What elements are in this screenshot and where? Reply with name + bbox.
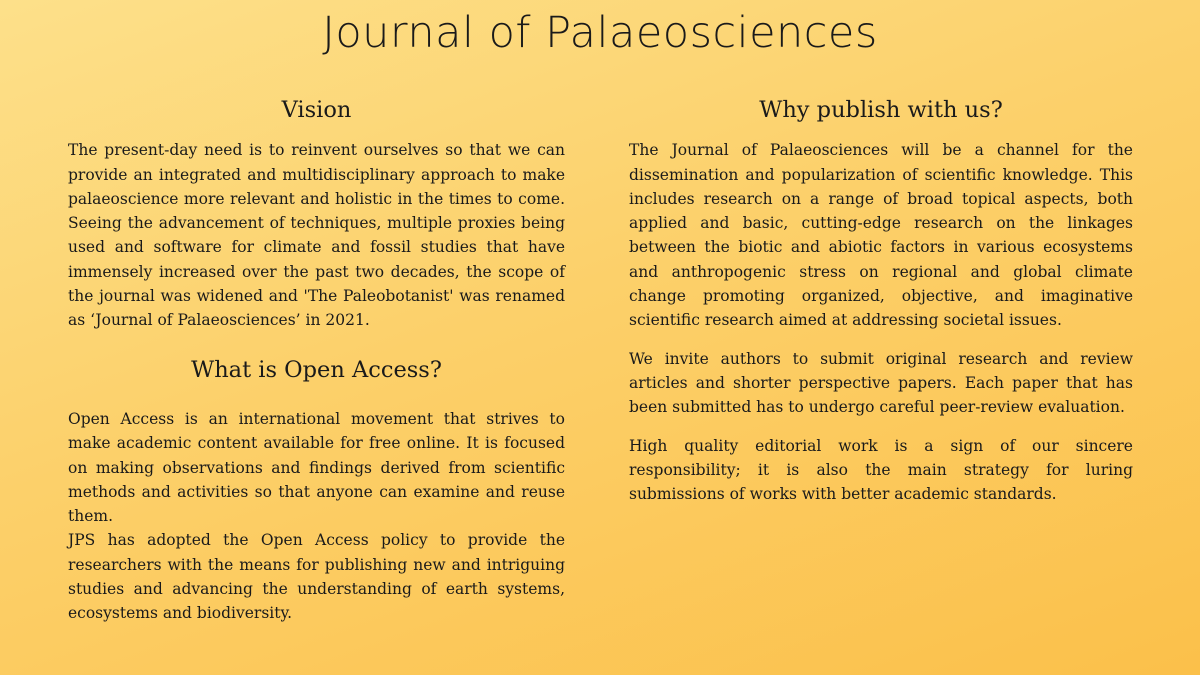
vision-paragraph: The present-day need is to reinvent ourselves so that we can provide an integrated and multidisciplinary approach to make palaeoscience more relevant and holistic in the times to come. Seeing the advancement of techniques, multiple proxies being used and software for climate and fossil studies that have immensely increased over the past two decades, the scope of the journal was widened and 'The Paleobotanist' was renamed as ‘Journal of Palaeosciences’ in 2021. bbox=[68, 141, 565, 330]
vision-heading: Vision bbox=[281, 97, 352, 123]
open-access-heading: What is Open Access? bbox=[191, 356, 442, 383]
left-column bbox=[68, 98, 565, 626]
why-publish-paragraph-3: High quality editorial work is a sign of our sincere responsibility; it is also the main strategy for luring submissions of works with better academic standards. bbox=[629, 436, 1133, 504]
open-access-paragraph-1: Open Access is an international movement that strives to make academic content available for free online. It is focused on making observations and findings derived from scientific methods and activities so that anyone can examine and reuse them. bbox=[68, 409, 565, 526]
why-publish-heading: Why publish with us? bbox=[759, 97, 1003, 123]
open-access-paragraph-2: JPS has adopted the Open Access policy to provide the researchers with the means for publishing new and intriguing studies and advancing the understanding of earth systems, ecosystems and biodiversity. bbox=[68, 531, 565, 623]
why-publish-paragraph-1: The Journal of Palaeosciences will be a channel for the dissemination and popularization of scientific knowledge. This includes research on a range of broad topical aspects, both applied and basic, cutting-edge research on the linkages between the biotic and abiotic factors in various ecosystems and anthropogenic stress on regional and global climate change promoting organized, objective, and imaginative scientific research aimed at addressing societal issues. bbox=[629, 141, 1133, 330]
why-publish-paragraph-2: We invite authors to submit original research and review articles and shorter perspective papers. Each paper that has been submitted has to undergo careful peer-review evaluation. bbox=[629, 349, 1133, 417]
page-title: Journal of Palaeosciences bbox=[322, 8, 878, 58]
right-column bbox=[629, 98, 1133, 506]
